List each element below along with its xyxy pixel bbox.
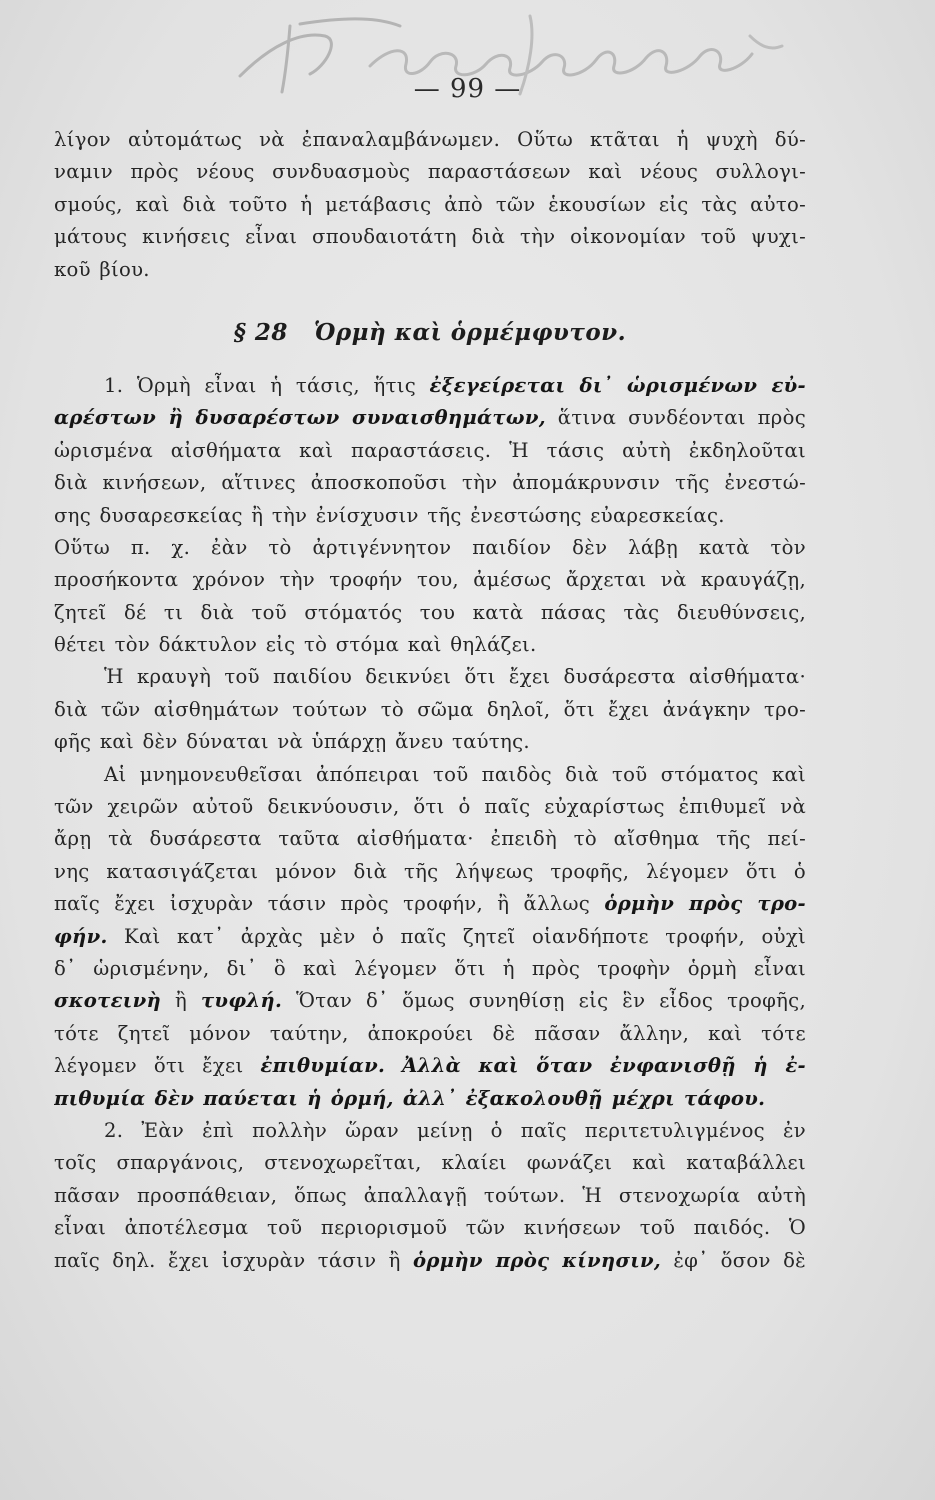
text-run: εἶναι ἀποτέλεσμα τοῦ περιορισμοῦ τῶν κινήσεων τοῦ παιδός. Ὁ (54, 1216, 806, 1240)
text-run: φῆς καὶ δὲν δύναται νὰ ὑπάρχῃ ἄνευ ταύτης. (54, 730, 530, 754)
text-line: λίγον αὐτομάτως νὰ ἐπαναλαμβάνωμεν. Οὕτω κτᾶται ἡ ψυχὴ δύ- (54, 128, 806, 151)
text-run: πᾶσαν προσπάθειαν, ὅπως ἀπαλλαγῇ τούτων. Ἡ στενοχωρία αὐτὴ (54, 1183, 806, 1207)
text-run: νης κατασιγάζεται μόνον διὰ τῆς λήψεως τροφῆς, λέγομεν ὅτι ὁ (54, 859, 806, 883)
text-run: ὡρισμένα αἰσθήματα καὶ παραστάσεις. Ἡ τάσις αὐτὴ ἐκδηλοῦται (54, 438, 806, 462)
text-run: Καὶ κατ᾽ ἀρχὰς μὲν ὁ παῖς ζητεῖ οἱανδήποτε τροφήν, οὐχὶ (107, 924, 806, 948)
text-line (54, 1050, 806, 1082)
text-run: ζητεῖ δέ τι διὰ τοῦ στόματός του κατὰ πάσας τὰς διευθύνσεις, (54, 600, 806, 624)
emphasized-text: ὁρμὴν πρὸς κίνησιν, (413, 1248, 662, 1272)
emphasized-text: ὁρμὴν πρὸς τρο- (604, 892, 806, 916)
emphasized-text: πιθυμία δὲν παύεται ἡ ὁρμή, ἀλλ᾽ ἐξακολουθῇ μέχρι τάφου. (54, 1086, 766, 1110)
text-line: ναμιν πρὸς νέους συνδυασμοὺς παραστάσεων καὶ νέους συλλογι- (54, 160, 806, 184)
text-run: 2. Ἐὰν ἐπὶ πολλὴν ὥραν μείνῃ ὁ παῖς περιτετυλιγμένος ἐν (104, 1118, 806, 1142)
text-run: τοῖς σπαργάνοις, στενοχωρεῖται, κλαίει φωνάζει καὶ καταβάλλει (54, 1151, 806, 1175)
emphasized-text: αρέστων ἢ δυσαρέστων συναισθημάτων, (54, 406, 546, 430)
text-run: τότε ζητεῖ μόνον ταύτην, ἀποκρούει δὲ πᾶσαν ἄλλην, καὶ τότε (54, 1021, 806, 1045)
emphasized-text: Ἀλλὰ καὶ ὅταν ἐνφανισθῇ ἡ ἐ- (402, 1054, 806, 1078)
text-run: τῶν χειρῶν αὐτοῦ δεικνύουσιν, ὅτι ὁ παῖς εὐχαρίστως ἐπιθυμεῖ νὰ (54, 795, 806, 819)
text-line (54, 1018, 806, 1050)
text-line (54, 435, 806, 467)
text-line (54, 791, 806, 823)
emphasized-text: φήν. (54, 924, 108, 948)
text-run: ἄρῃ τὰ δυσάρεστα ταῦτα αἰσθήματα· ἐπειδὴ τὸ αἴσθημα τῆς πεί- (54, 827, 806, 851)
text-line (54, 985, 806, 1017)
text-run: δ᾽ ὡρισμένην, δι᾽ ὃ καὶ λέγομεν ὅτι ἡ πρὸς τροφὴν ὁρμὴ εἶναι (54, 956, 806, 980)
text-run: 1. Ὁρμὴ εἶναι ἡ τάσις, ἥτις (104, 373, 430, 397)
text-run: ἐφ᾽ ὅσον δὲ (661, 1248, 806, 1272)
section-title: Ὁρμὴ καὶ ὁρμέμφυτον. (313, 318, 627, 346)
text-line (54, 694, 806, 726)
paragraph-block (54, 370, 806, 1277)
text-run: Ἡ κραυγὴ τοῦ παιδίου δεικνύει ὅτι ἔχει δυσάρεστα αἰσθήματα· (104, 665, 806, 689)
text-run: ἅτινα συνδέονται πρὸς (545, 406, 806, 430)
text-run (385, 1054, 402, 1077)
text-line (54, 953, 806, 985)
text-run: παῖς ἔχει ἰσχυρὰν τάσιν πρὸς τροφήν, ἢ ἄλλως (54, 892, 605, 916)
emphasized-text: ἐξεγείρεται δι᾽ ὡρισμένων εὐ- (429, 373, 806, 397)
text-line (54, 402, 806, 434)
text-line (54, 1083, 806, 1115)
section-number: § 28 (233, 318, 288, 346)
text-run: παῖς δηλ. ἔχει ἰσχυρὰν τάσιν ἢ (54, 1248, 414, 1272)
section-heading (54, 300, 806, 366)
emphasized-text: τυφλή. (200, 989, 283, 1013)
text-line (54, 532, 806, 564)
page-number: — 99 — (413, 74, 522, 104)
text-line: σμούς, καὶ διὰ τοῦτο ἡ μετάβασις ἀπὸ τῶν ἑκουσίων εἰς τὰς αὐτο- (54, 192, 806, 216)
body-text (54, 124, 806, 1277)
text-line (54, 1147, 806, 1179)
text-run: θέτει τὸν δάκτυλον εἰς τὸ στόμα καὶ θηλάζει. (54, 633, 537, 657)
text-line (54, 1115, 806, 1147)
text-line (54, 823, 806, 855)
text-line (54, 921, 806, 953)
text-line (54, 856, 806, 888)
text-run: Ὅταν δ᾽ ὅμως συνηθίσῃ εἰς ἓν εἶδος τροφῆς, (282, 989, 806, 1013)
text-line (54, 726, 806, 758)
text-line (54, 888, 806, 920)
text-line (54, 1180, 806, 1212)
text-run: Οὕτω π. χ. ἐὰν τὸ ἀρτιγέννητον παιδίον δὲν λάβῃ κατὰ τὸν (54, 535, 806, 559)
text-line (54, 759, 806, 791)
text-line (54, 1245, 806, 1277)
text-line: κοῦ βίου. (54, 257, 150, 281)
text-line (54, 1212, 806, 1244)
text-run: διὰ κινήσεων, αἵτινες ἀποσκοποῦσι τὴν ἀπομάκρυνσιν τῆς ἐνεστώ- (54, 471, 806, 495)
text-run: ἢ (161, 989, 201, 1013)
text-line: μάτους κινήσεις εἶναι σπουδαιοτάτη διὰ τὴν οἰκονομίαν τοῦ ψυχι- (54, 225, 806, 249)
text-run: σης δυσαρεσκείας ἢ τὴν ἐνίσχυσιν τῆς ἐνεστώσης εὐαρεσκείας. (54, 503, 725, 527)
text-run: διὰ τῶν αἰσθημάτων τούτων τὸ σῶμα δηλοῖ, ὅτι ἔχει ἀνάγκην τρο- (54, 697, 806, 721)
text-line (54, 597, 806, 629)
text-line (54, 564, 806, 596)
emphasized-text: ἐπιθυμίαν. (260, 1054, 386, 1078)
emphasized-text: σκοτεινὴ (54, 989, 162, 1013)
text-line (54, 661, 806, 693)
text-line (54, 370, 806, 402)
text-run: προσήκοντα χρόνον τὴν τροφήν του, ἀμέσως ἄρχεται νὰ κραυγάζῃ, (54, 568, 806, 592)
text-line (54, 467, 806, 499)
text-run: λέγομεν ὅτι ἔχει (54, 1054, 261, 1078)
text-run: Αἱ μνημονευθεῖσαι ἀπόπειραι τοῦ παιδὸς διὰ τοῦ στόματος καὶ (104, 762, 806, 786)
text-line (54, 629, 806, 661)
text-line (54, 500, 806, 532)
